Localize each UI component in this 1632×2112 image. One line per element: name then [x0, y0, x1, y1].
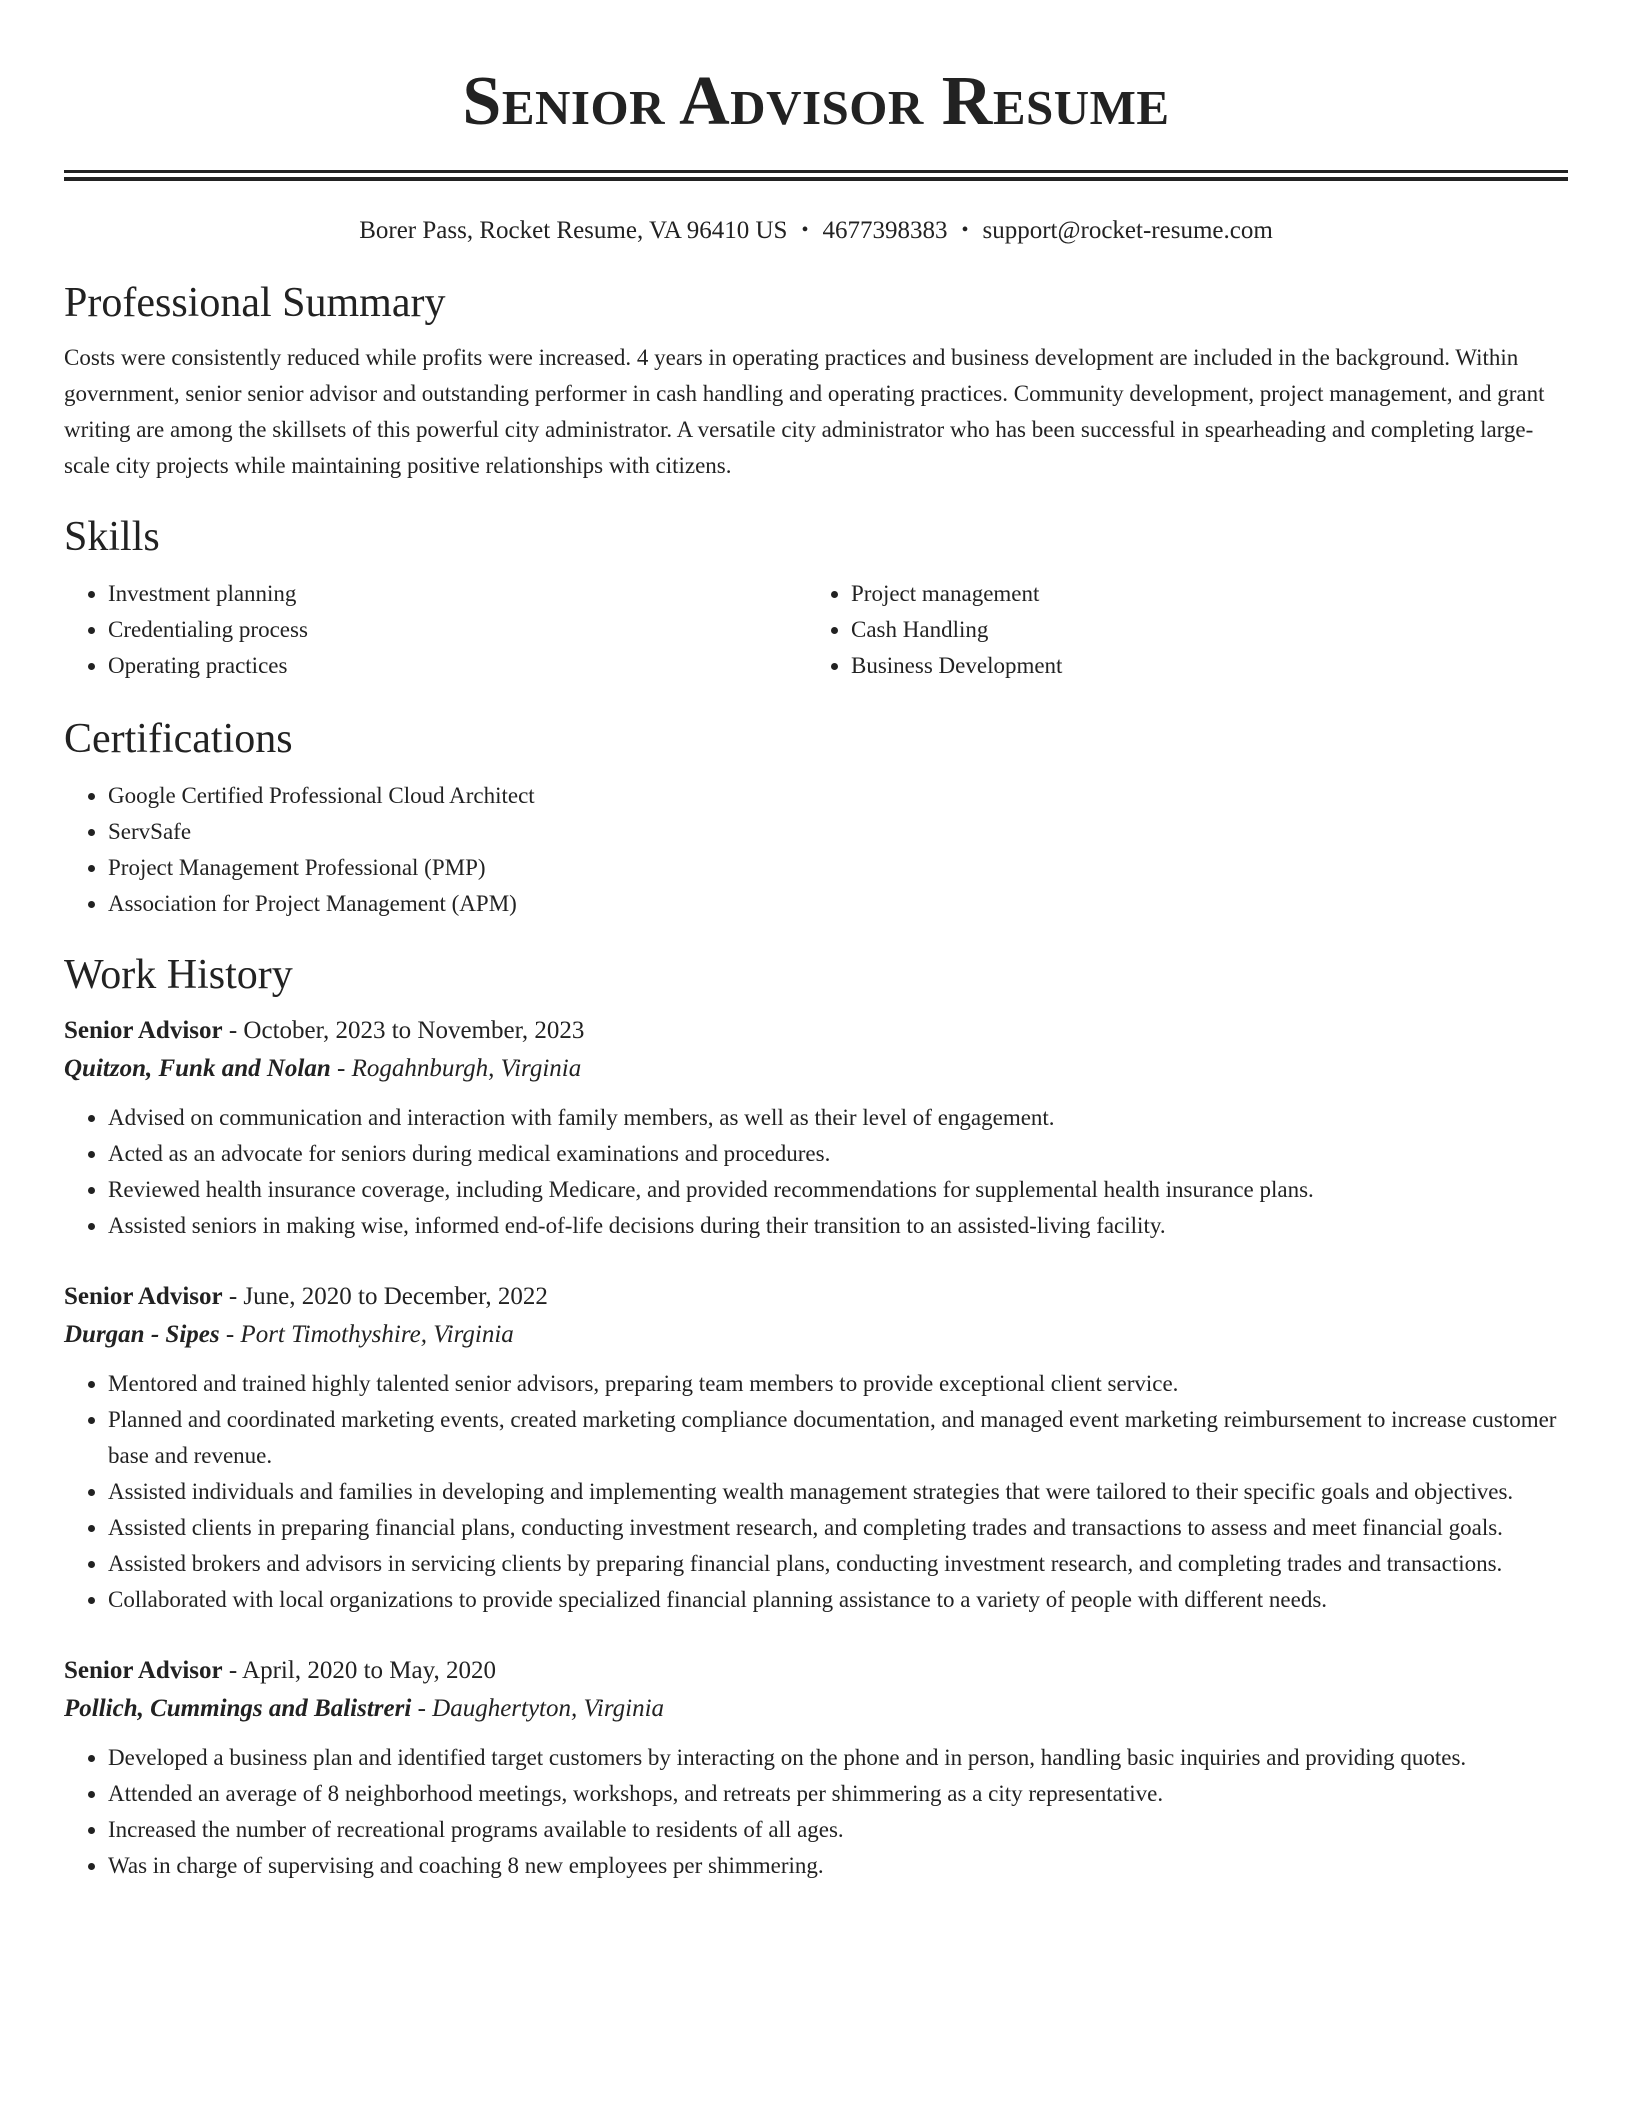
job-dash: - [219, 1321, 241, 1348]
skill-item: • Investment planning [108, 576, 807, 612]
job-dates: June, 2020 to December, 2022 [243, 1283, 548, 1310]
job-duty: • Was in charge of supervising and coaching 8 new employees per shimmering. [108, 1848, 1568, 1884]
job-title-line [64, 1278, 1568, 1316]
certification-item: • Google Certified Professional Cloud Architect [108, 778, 1568, 814]
summary-text: Costs were consistently reduced while profits were increased. 4 years in operating practices and business development are included in the background. Within government, senior senior advisor and outstanding performer in cash handling and operating practices. Community development, project management, and grant writing are among the skillsets of this powerful city administrator. A versatile city administrator who has been successful in spearheading and completing large-scale city projects while maintaining positive relationships with citizens. [64, 345, 1545, 478]
job-duty: • Collaborated with local organizations to provide specialized financial planning assistance to a variety of people with different needs. [108, 1582, 1568, 1618]
job-duties-list [64, 1100, 1568, 1244]
job-title: Senior Advisor [64, 1657, 223, 1684]
job-location: Port Timothyshire, Virginia [240, 1321, 514, 1348]
job-company-line [64, 1316, 1568, 1354]
job-company: Quitzon, Funk and Nolan [64, 1055, 331, 1082]
title-double-rule [64, 170, 1568, 181]
job-dash: - [222, 1283, 244, 1310]
contact-line [64, 213, 1568, 248]
contact-phone: 4677398383 [822, 217, 948, 244]
skill-item: • Project management [851, 576, 1568, 612]
contact-address: Borer Pass, Rocket Resume, VA 96410 US [359, 217, 788, 244]
job-dash: - [222, 1657, 243, 1684]
job-title-line [64, 1012, 1568, 1050]
contact-email: support@rocket-resume.com [982, 217, 1273, 244]
skills-list-left [64, 576, 807, 684]
certification-item: • Project Management Professional (PMP) [108, 850, 1568, 886]
job-entry [64, 1652, 1568, 1884]
job-duty: • Assisted seniors in making wise, informed end-of-life decisions during their transition to an assisted-living facility. [108, 1208, 1568, 1244]
job-dash: - [330, 1055, 352, 1082]
job-company-line [64, 1690, 1568, 1728]
job-company-line [64, 1050, 1568, 1088]
job-duty: • Attended an average of 8 neighborhood meetings, workshops, and retreats per shimmering as a city representative. [108, 1776, 1568, 1812]
job-duties-list [64, 1366, 1568, 1618]
job-duty: • Increased the number of recreational programs available to residents of all ages. [108, 1812, 1568, 1848]
job-duty: • Acted as an advocate for seniors during medical examinations and procedures. [108, 1136, 1568, 1172]
job-duty: • Planned and coordinated marketing events, created marketing compliance documentation, and managed event marketing reimbursement to increase customer base and revenue. [108, 1402, 1568, 1474]
contact-separator: • [961, 219, 969, 241]
skill-item: • Cash Handling [851, 612, 1568, 648]
job-title: Senior Advisor [64, 1017, 223, 1044]
skill-item: • Credentialing process [108, 612, 807, 648]
skills-grid [64, 576, 1568, 684]
job-duty: • Mentored and trained highly talented senior advisors, preparing team members to provide exceptional client service. [108, 1366, 1568, 1402]
job-entry [64, 1012, 1568, 1244]
certifications-list [64, 778, 1568, 922]
job-duty: • Advised on communication and interaction with family members, as well as their level of engagement. [108, 1100, 1568, 1136]
work-history-heading: Work History [64, 952, 293, 998]
job-duty: • Developed a business plan and identified target customers by interacting on the phone and in person, handling basic inquiries and providing quotes. [108, 1740, 1568, 1776]
summary-heading: Professional Summary [64, 280, 446, 326]
job-location: Rogahnburgh, Virginia [351, 1055, 582, 1082]
job-duties-list [64, 1740, 1568, 1884]
job-company: Pollich, Cummings and Balistreri [64, 1695, 412, 1722]
resume-title: Senior Advisor Resume [462, 63, 1170, 140]
skills-list-right [807, 576, 1568, 684]
job-company: Durgan - Sipes [64, 1321, 220, 1348]
job-duty: • Assisted individuals and families in developing and implementing wealth management strategies that were tailored to their specific goals and objectives. [108, 1474, 1568, 1510]
contact-separator: • [801, 219, 809, 241]
job-duty: • Assisted brokers and advisors in servicing clients by preparing financial plans, conducting investment research, and completing trades and transactions. [108, 1546, 1568, 1582]
job-dates: April, 2020 to May, 2020 [242, 1657, 496, 1684]
job-duty: • Assisted clients in preparing financial plans, conducting investment research, and completing trades and transactions to assess and meet financial goals. [108, 1510, 1568, 1546]
job-dates: October, 2023 to November, 2023 [243, 1017, 585, 1044]
job-dash: - [411, 1695, 433, 1722]
job-entry [64, 1278, 1568, 1618]
job-location: Daughertyton, Virginia [432, 1695, 665, 1722]
skills-heading: Skills [64, 514, 160, 560]
job-duty: • Reviewed health insurance coverage, including Medicare, and provided recommendations for supplemental health insurance plans. [108, 1172, 1568, 1208]
skill-item: • Operating practices [108, 648, 807, 684]
job-title-line [64, 1652, 1568, 1690]
job-title: Senior Advisor [64, 1283, 223, 1310]
certification-item: • ServSafe [108, 814, 1568, 850]
certifications-heading: Certifications [64, 716, 293, 762]
certification-item: • Association for Project Management (APM) [108, 886, 1568, 922]
job-dash: - [222, 1017, 244, 1044]
skill-item: • Business Development [851, 648, 1568, 684]
